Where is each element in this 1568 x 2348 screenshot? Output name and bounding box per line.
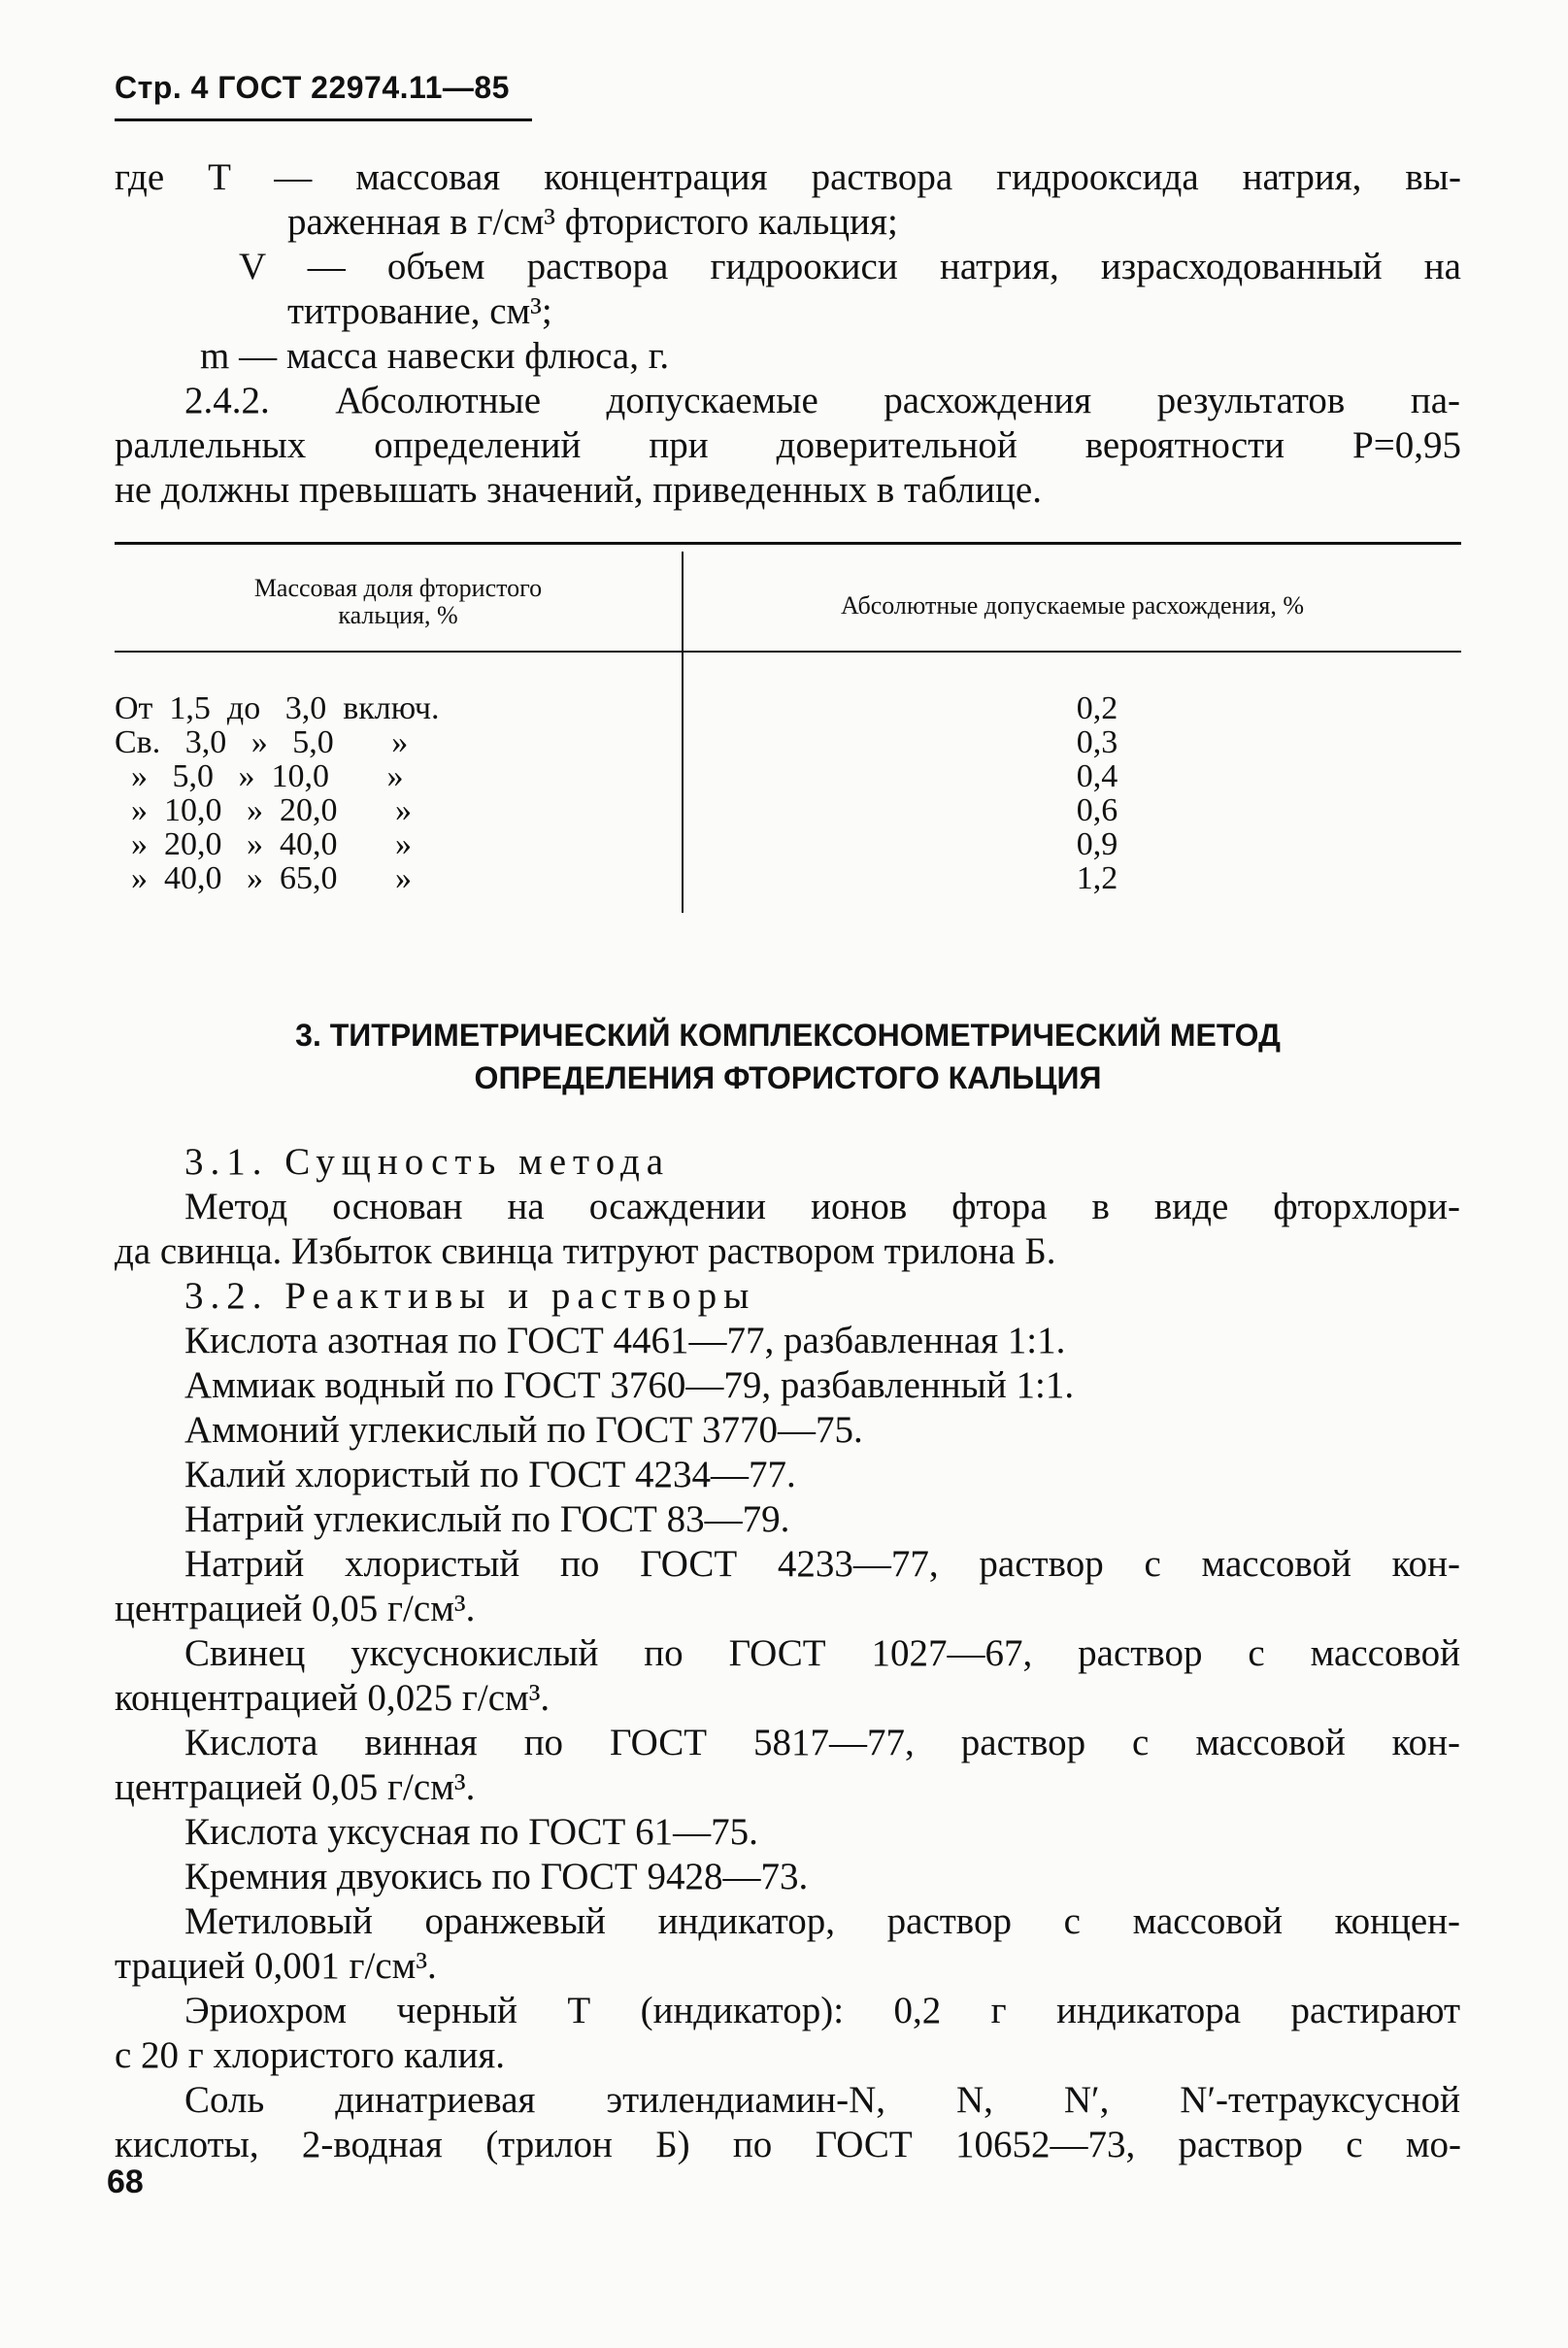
table-cell-range: Св. 3,0 » 5,0 » xyxy=(115,724,409,760)
table-cell-range: От 1,5 до 3,0 включ. xyxy=(115,690,440,726)
where-m-line: m — масса навески флюса, г. xyxy=(200,335,670,377)
reagent-line: кислоты, 2-водная (трилон Б) по ГОСТ 10652—73, раствор с мо- xyxy=(115,2124,1461,2165)
reagent-line: Кислота азотная по ГОСТ 4461—77, разбавленная 1:1. xyxy=(184,1320,1066,1361)
reagent-line: Натрий хлористый по ГОСТ 4233—77, раствор с массовой кон- xyxy=(184,1543,1460,1585)
reagent-line: трацией 0,001 г/см³. xyxy=(115,1945,437,1987)
reagent-line: Аммоний углекислый по ГОСТ 3770—75. xyxy=(184,1409,863,1451)
para-2-4-2-line3: не должны превышать значений, приведенных в таблице. xyxy=(115,469,1042,511)
reagents-heading: 3.2. Реактивы и растворы xyxy=(184,1275,756,1317)
reagent-line: Метиловый оранжевый индикатор, раствор с массовой концен- xyxy=(184,1900,1460,1942)
table-cell-value: 1,2 xyxy=(1076,860,1118,896)
para-2-4-2-line1: 2.4.2. Абсолютные допускаемые расхождения результатов па- xyxy=(184,380,1460,421)
where-t-line2: раженная в г/см³ фтористого кальция; xyxy=(287,201,898,243)
section-title-line2: ОПРЕДЕЛЕНИЯ ФТОРИСТОГО КАЛЬЦИЯ xyxy=(474,1060,1102,1095)
page-number: 68 xyxy=(107,2164,144,2200)
header-rule xyxy=(115,118,532,121)
reagent-line: Эриохром черный Т (индикатор): 0,2 г индикатора растирают xyxy=(184,1990,1460,2031)
reagent-line: центрацией 0,05 г/см³. xyxy=(115,1588,476,1629)
table-cell-range: » 10,0 » 20,0 » xyxy=(115,792,412,828)
reagent-line: Натрий углекислый по ГОСТ 83—79. xyxy=(184,1498,790,1540)
reagent-line: Кислота уксусная по ГОСТ 61—75. xyxy=(184,1811,758,1853)
table-cell-range: » 40,0 » 65,0 » xyxy=(115,860,412,896)
reagent-line: Кислота винная по ГОСТ 5817—77, раствор с массовой кон- xyxy=(184,1722,1460,1763)
table-col1-header xyxy=(115,575,682,629)
table-col1-header-line1: Массовая доля фтористого xyxy=(253,574,543,602)
page-header: Стр. 4 ГОСТ 22974.11—85 xyxy=(115,70,510,105)
reagent-line: Соль динатриевая этилендиамин-N, N, N′, N′-тетрауксусной xyxy=(184,2079,1460,2121)
where-t-line1: где T — массовая концентрация раствора гидрооксида натрия, вы- xyxy=(115,156,1461,198)
table-cell-value: 0,6 xyxy=(1076,792,1118,828)
table-header-rule xyxy=(115,651,1461,653)
table-cell-value: 0,2 xyxy=(1076,690,1118,726)
reagent-line: Аммиак водный по ГОСТ 3760—79, разбавленный 1:1. xyxy=(184,1364,1075,1406)
para-2-4-2-line2: раллельных определений при доверительной вероятности P=0,95 xyxy=(115,424,1461,466)
reagent-line: центрацией 0,05 г/см³. xyxy=(115,1766,476,1808)
reagent-line: Кремния двуокись по ГОСТ 9428—73. xyxy=(184,1856,809,1897)
table-cell-value: 0,4 xyxy=(1076,758,1118,794)
section-title xyxy=(115,1014,1461,1099)
where-v-line1: V — объем раствора гидроокиси натрия, израсходованный на xyxy=(239,246,1461,287)
table-col2-header: Абсолютные допускаемые расхождения, % xyxy=(841,591,1304,620)
reagent-line: концентрацией 0,025 г/см³. xyxy=(115,1677,550,1719)
section-title-line1: 3. ТИТРИМЕТРИЧЕСКИЙ КОМПЛЕКСОНОМЕТРИЧЕСКИЙ МЕТОД xyxy=(295,1018,1281,1053)
table-top-rule xyxy=(115,542,1461,545)
table-cell-range: » 20,0 » 40,0 » xyxy=(115,826,412,862)
table-col1-header-line2: кальция, % xyxy=(338,601,458,629)
essence-heading: 3.1. Сущность метода xyxy=(184,1141,671,1183)
table-cell-value: 0,9 xyxy=(1076,826,1118,862)
table-cell-range: » 5,0 » 10,0 » xyxy=(115,758,404,794)
essence-line1: Метод основан на осаждении ионов фтора в виде фторхлори- xyxy=(184,1186,1460,1227)
table-cell-value: 0,3 xyxy=(1076,724,1118,760)
essence-line2: да свинца. Избыток свинца титруют раствором трилона Б. xyxy=(115,1230,1056,1272)
reagent-line: Свинец уксуснокислый по ГОСТ 1027—67, раствор с массовой xyxy=(184,1632,1460,1674)
reagent-line: с 20 г хлористого калия. xyxy=(115,2034,506,2076)
where-v-line2: титрование, см³; xyxy=(287,290,552,332)
reagent-line: Калий хлористый по ГОСТ 4234—77. xyxy=(184,1454,796,1495)
